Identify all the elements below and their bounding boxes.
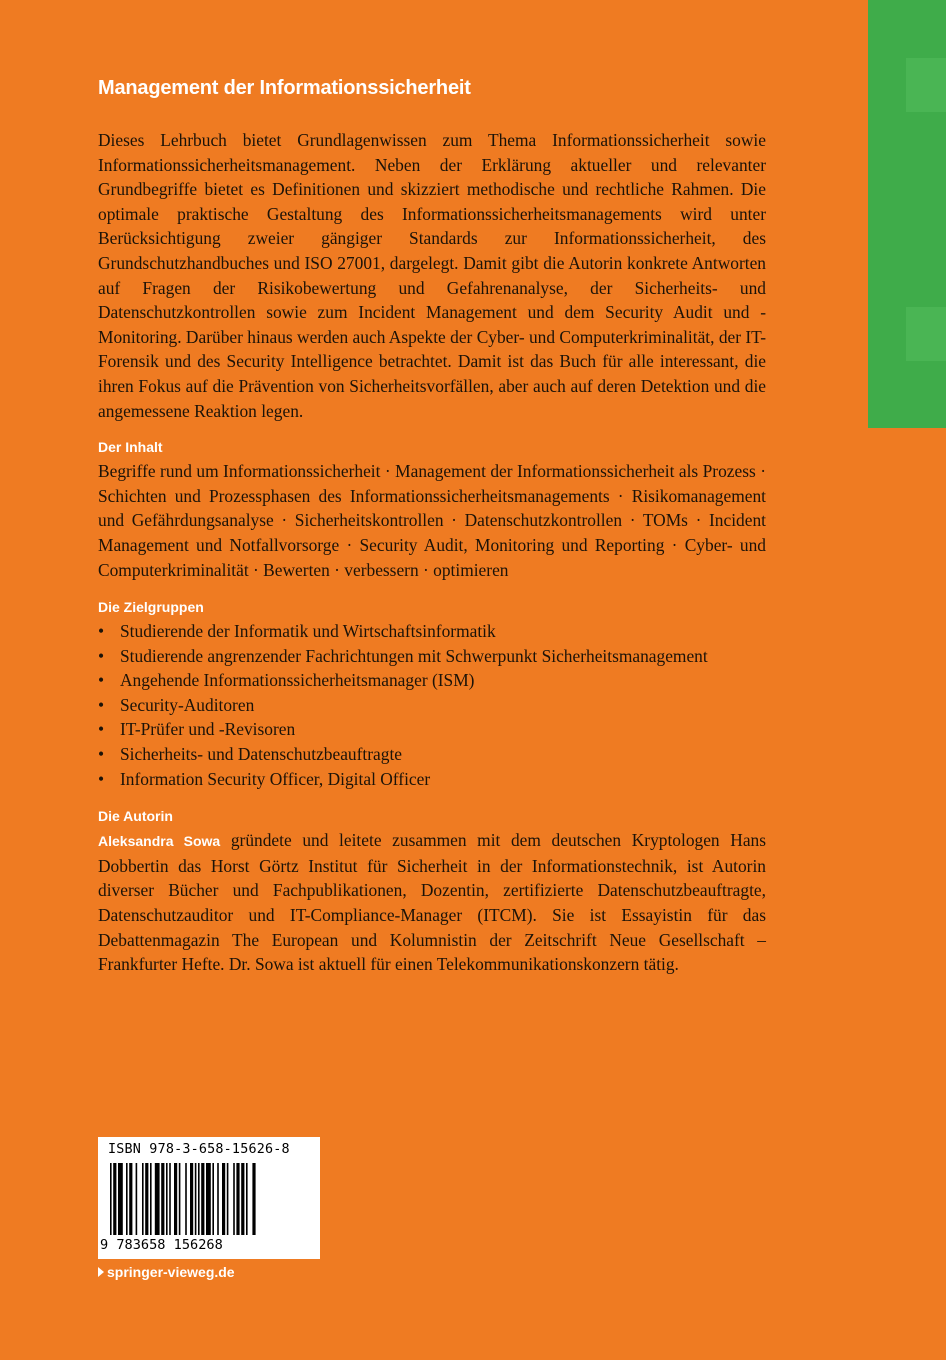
back-cover-text [98, 74, 766, 977]
bullet-icon: • [98, 744, 105, 765]
target-groups-heading: Die Zielgruppen [98, 599, 204, 616]
publisher-link[interactable] [98, 1264, 235, 1280]
book-description: Dieses Lehrbuch bietet Grundlagenwissen zum Thema Informationssicherheit sowie Informationssicherheitsmanagement. Neben der Erklärung aktueller und relevanter Grundbegriffe bietet es Definitionen und skizziert methodische und rechtliche Rahmen. Die optimale praktische Gestaltung des Informationssicherheitsmanagements wird unter Berücksichtigung zweier gängiger Standards zur Informationssicherheit, des Grundschutzhandbuches und ISO 27001, dargelegt. Damit gibt die Autorin konkrete Antworten auf Fragen der Risikobewertung und Gefahrenanalyse, der Sicherheits- und Datenschutzkontrollen sowie zum Incident Management und dem Security Audit und -Monitoring. Darüber hinaus werden auch Aspekte der Cyber- und Computerkriminalität, der IT-Forensik und des Security Intelligence betrachtet. Damit ist das Buch für alle interessant, die ihren Fokus auf die Prävention von Sicherheitsvorfällen, aber auch auf deren Detektion und die angemessene Reaktion legen. [98, 130, 766, 421]
list-item: • Information Security Officer, Digital Officer [98, 767, 766, 792]
list-item: • Angehende Informationssicherheitsmanager (ISM) [98, 668, 766, 693]
isbn-barcode [98, 1137, 320, 1259]
arrow-right-icon [98, 1267, 104, 1277]
bullet-icon: • [98, 694, 105, 715]
spine-tab-bottom [906, 307, 946, 361]
barcode-digits: 9 783658 156268 [100, 1237, 223, 1253]
contents-text: Begriffe rund um Informationssicherheit · Management der Informationssicherheit als Prozess · Schichten und Prozessphasen des Informationssicherheitsmanagements · Risikomanagement und Gefährdungsanalyse · Sicherheitskontrollen · Datenschutzkontrollen · TOMs · Incident Management und Notfallvorsorge · Security Audit, Monitoring und Reporting · Cyber- und Computerkriminalität · Bewerten · verbessern · optimieren [98, 461, 766, 580]
bullet-icon: • [98, 768, 105, 789]
contents-heading: Der Inhalt [98, 439, 163, 456]
author-name: Aleksandra Sowa [98, 833, 221, 850]
author-bio-text: gründete und leitete zusammen mit dem deutschen Kryptologen Hans Dobbertin das Horst Görtz Institut für Sicherheit in der Informationstechnik, ist Autorin diverser Bücher und Fachpublikationen, Dozentin, zertifizierte Datenschutzbeauftragte, Datenschutzauditor und IT-Compliance-Manager (ITCM). Sie ist Essayistin für das Debattenmagazin The European und Kolumnistin der Zeitschrift Neue Gesellschaft – Frankfurter Hefte. Dr. Sowa ist aktuell für einen Telekommunikationskonzern tätig. [98, 830, 767, 975]
list-item: • IT-Prüfer und -Revisoren [98, 717, 766, 742]
target-groups-list [98, 619, 766, 791]
barcode-icon [110, 1163, 308, 1241]
list-item: • Studierende der Informatik und Wirtschaftsinformatik [98, 619, 766, 644]
bullet-icon: • [98, 621, 105, 642]
bullet-icon: • [98, 719, 105, 740]
author-heading: Die Autorin [98, 808, 173, 825]
spine-tab-top [906, 58, 946, 112]
bullet-icon: • [98, 670, 105, 691]
publisher-url: springer-vieweg.de [107, 1264, 235, 1280]
list-item: • Security-Auditoren [98, 693, 766, 718]
author-bio [98, 828, 766, 977]
bullet-icon: • [98, 645, 105, 666]
isbn-label: ISBN 978-3-658-15626-8 [108, 1142, 290, 1157]
book-title: Management der Informationssicherheit [98, 77, 471, 99]
list-item: • Sicherheits- und Datenschutzbeauftragte [98, 742, 766, 767]
list-item: • Studierende angrenzender Fachrichtungen mit Schwerpunkt Sicherheitsmanagement [98, 644, 766, 669]
